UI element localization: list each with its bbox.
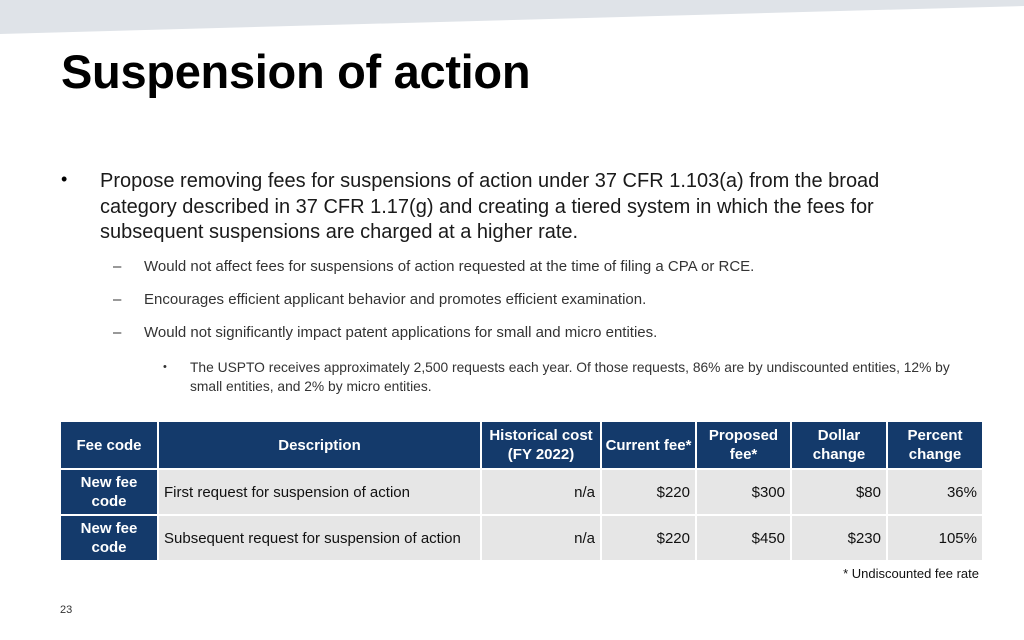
historical-cost-cell: n/a bbox=[481, 469, 601, 515]
proposed-fee-cell: $450 bbox=[696, 515, 791, 561]
table-row bbox=[60, 515, 983, 561]
header-proposed-fee: Proposed fee* bbox=[696, 421, 791, 469]
dash-marker: – bbox=[113, 258, 122, 275]
percent-change-cell: 105% bbox=[887, 515, 983, 561]
dollar-change-cell: $80 bbox=[791, 469, 887, 515]
page-number: 23 bbox=[60, 604, 73, 616]
current-fee-cell: $220 bbox=[601, 469, 696, 515]
dash-marker: – bbox=[113, 291, 122, 308]
fee-table bbox=[59, 420, 984, 562]
top-decorative-band bbox=[0, 0, 1024, 34]
sub-bullet-text: Encourages efficient applicant behavior and promotes efficient examination. bbox=[144, 291, 647, 308]
slide-title: Suspension of action bbox=[61, 45, 531, 98]
table-header-row bbox=[60, 421, 983, 469]
header-description: Description bbox=[158, 421, 481, 469]
header-percent-change: Percent change bbox=[887, 421, 983, 469]
sub-sub-bullet-text: The USPTO receives approximately 2,500 requests each year. Of those requests, 86% are by undiscounted entities, 12% by small entities, and 2% by micro entities. bbox=[190, 360, 950, 394]
fee-code-cell: New fee code bbox=[60, 515, 158, 561]
sub-bullet-text: Would not affect fees for suspensions of action requested at the time of filing a CPA or RCE. bbox=[144, 258, 755, 275]
footnote: * Undiscounted fee rate bbox=[843, 566, 979, 581]
historical-cost-cell: n/a bbox=[481, 515, 601, 561]
dash-marker: – bbox=[113, 324, 122, 341]
dollar-change-cell: $230 bbox=[791, 515, 887, 561]
percent-change-cell: 36% bbox=[887, 469, 983, 515]
header-dollar-change: Dollar change bbox=[791, 421, 887, 469]
main-bullet-text: Propose removing fees for suspensions of action under 37 CFR 1.103(a) from the broad category described in 37 CFR 1.17(g) and creating a tiered system in which the fees for subsequent suspensions are charged at a higher rate. bbox=[100, 170, 880, 243]
header-current-fee: Current fee* bbox=[601, 421, 696, 469]
proposed-fee-cell: $300 bbox=[696, 469, 791, 515]
table-row bbox=[60, 469, 983, 515]
sub-bullet-text: Would not significantly impact patent applications for small and micro entities. bbox=[144, 324, 658, 341]
bullet-marker: • bbox=[61, 169, 68, 189]
current-fee-cell: $220 bbox=[601, 515, 696, 561]
header-historical-cost: Historical cost (FY 2022) bbox=[481, 421, 601, 469]
description-cell: First request for suspension of action bbox=[158, 469, 481, 515]
bullet-marker: • bbox=[163, 361, 167, 373]
fee-code-cell: New fee code bbox=[60, 469, 158, 515]
header-fee-code: Fee code bbox=[60, 421, 158, 469]
description-cell: Subsequent request for suspension of action bbox=[158, 515, 481, 561]
